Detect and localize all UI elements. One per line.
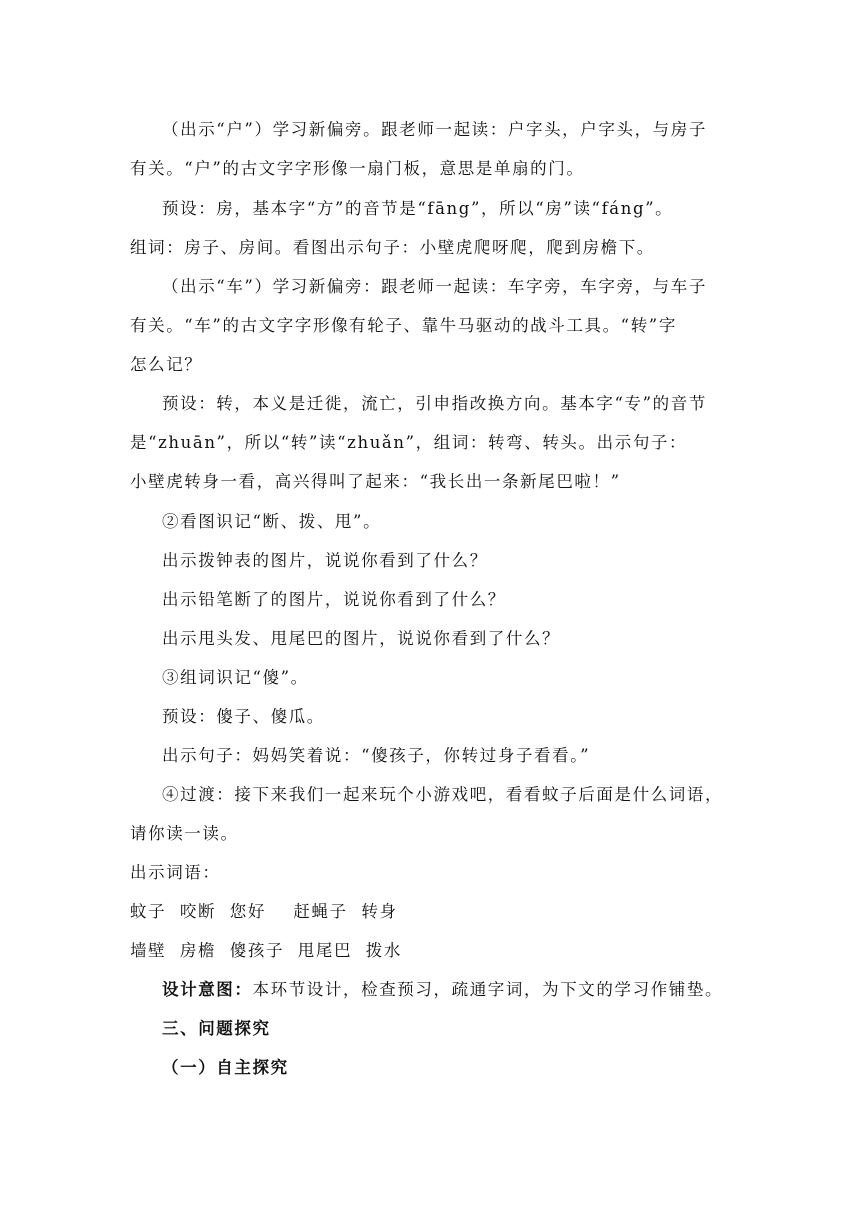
paragraph-line: 有关。“户”的古文字字形像一扇门板，意思是单扇的门。 (130, 159, 585, 178)
paragraph-line: 出示拨钟表的图片，说说你看到了什么？ (162, 551, 488, 570)
paragraph-line: 预设：傻子、傻瓜。 (162, 707, 325, 726)
paragraph-line: 有关。“车”的古文字字形像有轮子、靠牛马驱动的战斗工具。“转”字 (130, 316, 677, 335)
paragraph-line: 请你读一读。 (130, 824, 239, 843)
word-list-line: 蚊子 咬断 您好 赶蝇子 转身 (130, 902, 398, 921)
word-list-line: 墙壁 房檐 傻孩子 甩尾巴 拨水 (130, 941, 402, 960)
paragraph-line: ④过渡：接下来我们一起来玩个小游戏吧，看看蚊子后面是什么词语， (162, 785, 724, 804)
paragraph-line: 出示甩头发、甩尾巴的图片，说说你看到了什么？ (162, 629, 561, 648)
subsection-heading: （一）自主探究 (162, 1058, 289, 1077)
design-intent-text: 本环节设计，检查预习，疏通字词，为下文的学习作铺垫。 (252, 980, 724, 999)
paragraph-line: 出示词语： (130, 863, 221, 882)
paragraph-line: 是“zhuān”，所以“转”读“zhuǎn”，组词：转弯、转头。出示句子： (130, 433, 688, 452)
section-heading: 三、问题探究 (162, 1019, 271, 1038)
design-intent-label: 设计意图： (162, 980, 253, 999)
paragraph-line: 预设：房，基本字“方”的音节是“fāng”，所以“房”读“fáng”。 (162, 199, 674, 218)
paragraph-line: 预设：转，本义是迁徙，流亡，引申指改换方向。基本字“专”的音节 (162, 394, 707, 413)
paragraph-line: （出示“车”）学习新偏旁：跟老师一起读：车字旁，车字旁，与车子 (162, 277, 707, 296)
paragraph-line: （出示“户”）学习新偏旁。跟老师一起读：户字头，户字头，与房子 (162, 120, 707, 139)
paragraph-line: ③组词识记“傻”。 (162, 668, 309, 687)
paragraph-line: 组词：房子、房间。看图出示句子：小壁虎爬呀爬，爬到房檐下。 (130, 238, 655, 257)
paragraph-line: 出示铅笔断了的图片，说说你看到了什么？ (162, 590, 506, 609)
paragraph-line: 小壁虎转身一看，高兴得叫了起来：“我长出一条新尾巴啦！” (130, 472, 621, 491)
design-intent-paragraph (162, 979, 723, 1001)
paragraph-line: 怎么记？ (130, 355, 203, 374)
paragraph-line: 出示句子：妈妈笑着说：“傻孩子，你转过身子看看。” (162, 746, 591, 765)
paragraph-line: ②看图识记“断、拨、甩”。 (162, 512, 382, 531)
